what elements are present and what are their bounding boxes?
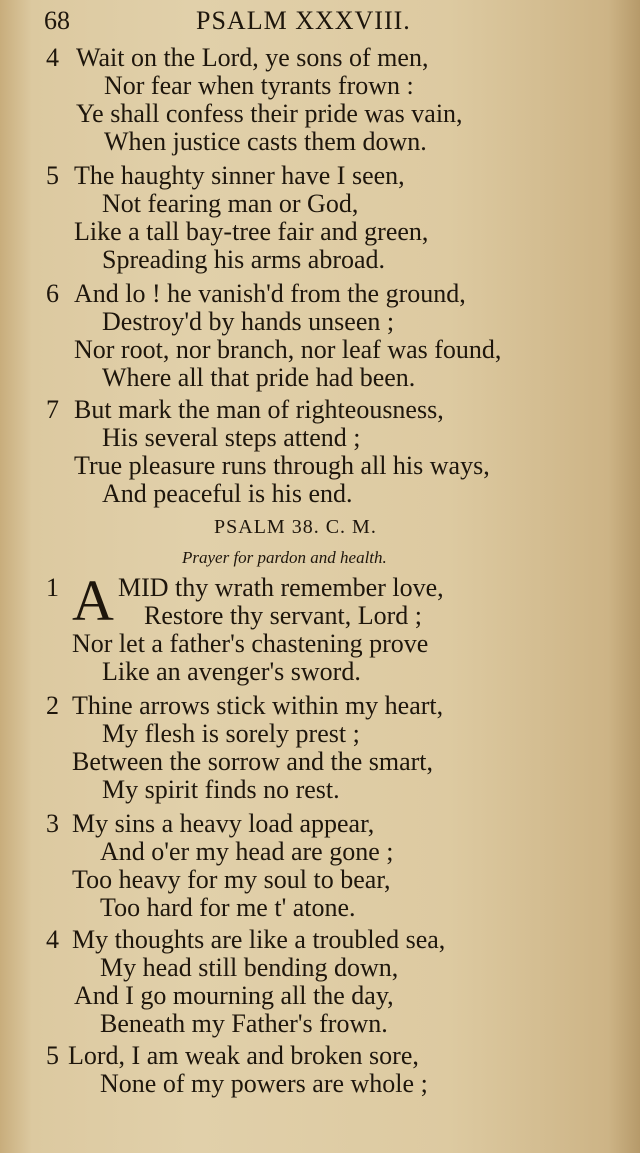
verse-number: 4 [46, 43, 59, 72]
verse-line: His several steps attend ; [102, 423, 361, 452]
verse-line: My sins a heavy load appear, [72, 809, 375, 838]
psalm-subtitle: Prayer for pardon and health. [182, 548, 387, 567]
verse-line: Too hard for me t' atone. [100, 893, 356, 922]
verse-line: My thoughts are like a troubled sea, [72, 925, 446, 954]
verse-line: My flesh is sorely prest ; [102, 719, 360, 748]
verse-line: Beneath my Father's frown. [100, 1009, 388, 1038]
verse-line: But mark the man of righteousness, [74, 395, 444, 424]
verse-line: When justice casts them down. [104, 127, 427, 156]
page-header [0, 2, 640, 38]
verse-line: Nor fear when tyrants frown : [104, 71, 414, 100]
verse-number: 6 [46, 279, 59, 308]
verse-line: Thine arrows stick within my heart, [72, 691, 444, 720]
verse-line: Wait on the Lord, ye sons of men, [76, 43, 429, 72]
verse-line: Where all that pride had been. [102, 363, 416, 392]
verse-number: 3 [46, 809, 59, 838]
verse-line: And I go mourning all the day, [74, 981, 394, 1010]
verse-line: True pleasure runs through all his ways, [74, 451, 490, 480]
verse-number: 1 [46, 573, 59, 602]
verse-line: And o'er my head are gone ; [100, 837, 394, 866]
verse-line: And lo ! he vanish'd from the ground, [74, 279, 466, 308]
verse-line: Destroy'd by hands unseen ; [102, 307, 395, 336]
verse-line: Not fearing man or God, [102, 189, 359, 218]
verse-line: Too heavy for my soul to bear, [72, 865, 391, 894]
verse-line: My head still bending down, [100, 953, 399, 982]
verse-line: Between the sorrow and the smart, [72, 747, 434, 776]
verse-line: Nor root, nor branch, nor leaf was found, [74, 335, 502, 364]
verse-line: Restore thy servant, Lord ; [144, 601, 422, 630]
verse-number: 5 [46, 1041, 59, 1070]
verse-line: And peaceful is his end. [102, 479, 353, 508]
drop-cap: A [72, 568, 114, 633]
verse-number: 5 [46, 161, 59, 190]
verse-line: Spreading his arms abroad. [102, 245, 386, 274]
running-title: PSALM XXXVIII. [196, 6, 411, 35]
verse-line: The haughty sinner have I seen, [74, 161, 405, 190]
verse-line: My spirit finds no rest. [102, 775, 340, 804]
verse-line: Lord, I am weak and broken sore, [68, 1041, 419, 1070]
verse-line: MID thy wrath remember love, [118, 573, 444, 602]
psalm-title: PSALM 38. C. M. [214, 516, 377, 538]
verse-number: 4 [46, 925, 59, 954]
verse-line: Nor let a father's chastening prove [72, 629, 429, 658]
verse-line: Ye shall confess their pride was vain, [76, 99, 463, 128]
page-number: 68 [44, 6, 70, 35]
verse-number: 2 [46, 691, 59, 720]
verse-number: 7 [46, 395, 59, 424]
verse-line: Like an avenger's sword. [102, 657, 361, 686]
verse-line: None of my powers are whole ; [100, 1069, 428, 1098]
verse-line: Like a tall bay-tree fair and green, [74, 217, 429, 246]
